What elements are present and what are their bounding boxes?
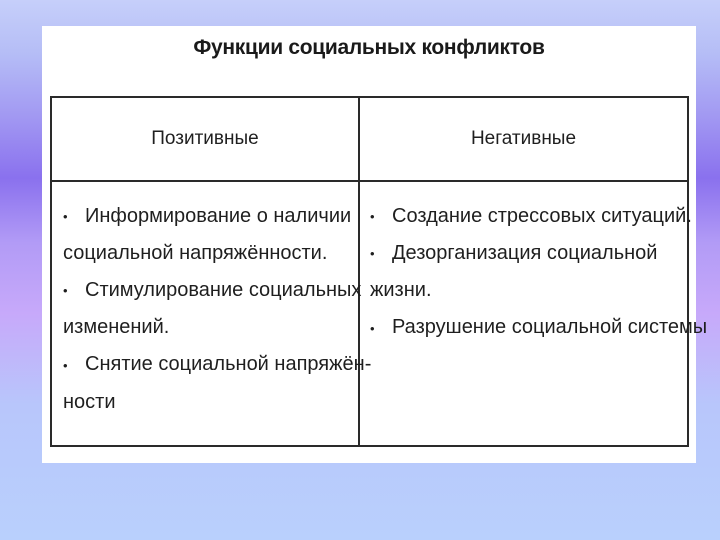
- header-negative: Негативные: [470, 128, 577, 149]
- positive-item: [63, 346, 372, 383]
- functions-table: [50, 96, 708, 447]
- negative-line-text: Создание стрессовых ситуаций.: [392, 205, 692, 227]
- negative-line-text: Дезорганизация социальной: [392, 242, 658, 265]
- slide-title: Функции социальных конфликтов: [193, 36, 545, 59]
- positive-line-text: Стимулирование социальных: [85, 279, 362, 302]
- positive-cell: [63, 198, 372, 421]
- negative-cell: [370, 198, 708, 347]
- negative-item: [370, 198, 692, 235]
- bullet-icon: •: [63, 209, 68, 225]
- negative-item: [370, 235, 688, 272]
- bullet-icon: •: [63, 283, 68, 299]
- positive-line: социальной напряжённости.: [63, 242, 328, 265]
- negative-item: [370, 309, 708, 346]
- bullet-icon: •: [370, 320, 375, 336]
- header-divider: [52, 180, 687, 182]
- slide-sheet: [42, 26, 708, 463]
- header-positive: Позитивные: [151, 128, 259, 149]
- negative-line: жизни.: [370, 279, 432, 302]
- positive-line-text: Информирование о наличии: [85, 205, 352, 227]
- positive-item: [63, 272, 362, 309]
- bullet-icon: •: [370, 209, 375, 225]
- positive-line: изменений.: [63, 316, 170, 339]
- positive-line: ности: [63, 390, 116, 413]
- positive-item: [63, 198, 353, 235]
- bullet-icon: •: [63, 357, 68, 373]
- negative-line-text: Разрушение социальной системы: [392, 316, 708, 339]
- bullet-icon: •: [370, 246, 375, 262]
- positive-line-text: Снятие социальной напряжён-: [85, 353, 372, 376]
